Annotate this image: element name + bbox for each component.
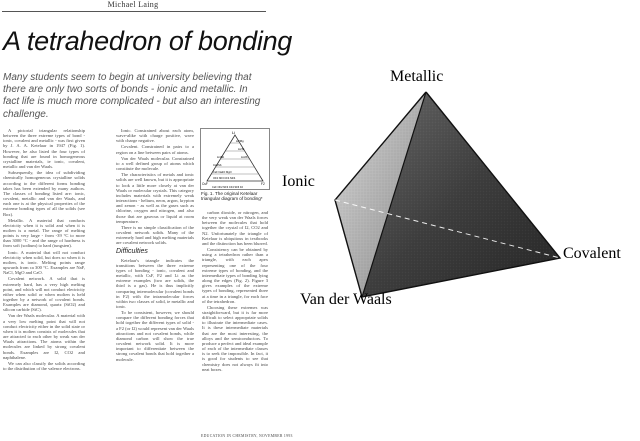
vertex-label-covalent: Covalent bbox=[563, 245, 621, 262]
section-heading: Difficulties bbox=[116, 248, 148, 256]
bonding-tetrahedron bbox=[268, 0, 640, 441]
face-texture bbox=[335, 92, 560, 297]
article-title: A tetrahedron of bonding bbox=[3, 26, 293, 56]
paragraph: carbon dioxide, or nitrogen, and the very weak van der Waals forces between the molecules that hold together the crystal of I2, CO2 and N2. Unfortunately the triangle of Ketelaar is ubiquitous in textbooks and the distinction has been blurred. bbox=[202, 210, 268, 246]
fig-row-label: Li2Mg bbox=[236, 139, 244, 143]
author-name: Michael Laing bbox=[107, 0, 159, 9]
vertex-label-ionic: Ionic bbox=[282, 173, 315, 190]
ketelaar-triangle-figure bbox=[200, 128, 270, 190]
fig-base-label: CsF OF2 NF3 CF4 SF6 F2 bbox=[212, 186, 243, 189]
fig-row-label: OF2 NF3 CF4 SiF4 bbox=[213, 177, 236, 180]
paragraph: A pictorial triangular relationship between the three extreme types of bond - ionic, covalent and metallic - was first given by J. A. A. Ketelaar in 1947 (Fig. 1). However, he also listed the four types of bonding that are found in homogeneous crystalline materials, ie ionic, covalent, metallic and van der Waals. bbox=[3, 128, 85, 170]
tetrahedron-drawing bbox=[268, 0, 640, 441]
paragraph: Covalent. Constrained in pairs to a region on a line between pairs of atoms. bbox=[116, 144, 194, 155]
article-standfirst: Many students seem to begin at university believing that there are only two sorts of bonds - ionic and metallic. In fact life is much more complicated - but also an interesting challenge. bbox=[3, 72, 261, 120]
header-rule bbox=[2, 11, 266, 12]
fig-row-label: Li2Si bbox=[238, 147, 245, 151]
ketelaar-triangle-diagram bbox=[201, 129, 269, 189]
vertex-label-metallic: Metallic bbox=[390, 68, 444, 85]
paragraph: We can also classify the solids according to the distribution of the valence electrons. bbox=[3, 360, 85, 372]
fig-row-label: Li4Sb bbox=[217, 155, 225, 159]
body-column-1 bbox=[3, 128, 85, 434]
vertex-label-van-der-waals: Van der Waals bbox=[300, 291, 392, 308]
paragraph: Subsequently, the idea of subdividing chemically homogeneous crystalline solids according to the different forms bonding takes has been extended by many authors. The classes of bonding listed are: ionic, covalent, metallic and van der Waals, and each one is at the physical properties of the extreme bonding types of all the solids (see Box). bbox=[3, 170, 85, 217]
paragraph: Covalent network. A solid that is extremely hard, has a very high melting point, and which will not conduct electricity either when solid or when molten is held together by a network of covalent bonds. Examples are diamond, quartz (SiO2) and silicon carbide (SiC). bbox=[3, 276, 85, 313]
figure-caption: Fig. 1. The original Ketelaar triangular diagram of bonding* bbox=[201, 191, 263, 202]
paragraph: Ionic. A material that will not conduct electricity when solid, but does so when it is molten, is ionic. Melting points range upwards from ca 300 °C. Examples are NaF, NaCl, MgO and CaO. bbox=[3, 249, 85, 276]
paragraph: The characteristics of metals and ionic solids are well known, but it is appropriate to look a little more closely at van der Waals or molecular crystals. This category includes materials with extremely weak interactions - helium, neon, argon, krypton and xenon - as well as the gases such as chlorine, oxygen and nitrogen, and also those that are gaseous or liquid at room temperature. bbox=[116, 172, 194, 224]
fig-row-label: Cs3Sb bbox=[213, 163, 222, 167]
paragraph: Metallic. A material that conducts electricity when it is solid and when it is molten is a metal. The range of melting points is very large - from -39 °C to more than 3000 °C - and the range of hardness is from soft (sodium) to hard (tungsten). bbox=[3, 217, 85, 249]
fig-row-label: LiAlS bbox=[241, 155, 248, 159]
fig-left-label: CsF bbox=[202, 182, 208, 186]
fig-row-label: CsF Na2O MgO bbox=[213, 171, 232, 174]
paragraph: Ketelaar's triangle indicates the transitions between the three extreme types of bonding - ionic, covalent and metallic, with CsF, F2 and Li as the extreme examples (two are solids, the third is a gas). He is thus implicitly comparing intermolecular (covalent bonds in F2) with the intramolecular forces within two classes of solid, ie metallic and ionic. bbox=[116, 257, 194, 309]
paragraph: Van der Waals molecular. Constrained to a well defined group of atoms which constitute the molecule. bbox=[116, 155, 194, 172]
paragraph: Ionic. Constrained about each atom, wave-alike with charge positive, wave with charge negative. bbox=[116, 128, 194, 144]
fig-right-label: F2 bbox=[261, 182, 265, 186]
paragraph: To be consistent, however, we should compare the different bonding forces that hold together the different types of solid - a F2 (or I2) would represent van der Waals attractions and not covalent bonds, while diamond carbon will show the true covalent network solid. It is more important to differentiate between the strong covalent bonds that hold together a molecule. bbox=[116, 310, 194, 362]
paragraph: Choosing these extremes was straightforward, but it is far more difficult to select appropriate solids to illustrate the intermediate cases. It is these intermediate materials that are the most interesting, the alloys and the semiconductors. To produce a perfect and ideal example of each of the intermediate classes is to seek the impossible. In fact, it is good for students to see that chemistry does not always fit into neat boxes. bbox=[202, 304, 268, 372]
paragraph: Van der Waals molecular. A material with a very low melting point that will not conduct electricity either in the solid state or when it is molten consists of molecules that are attracted to each other by weak van der Waals attractions. The atoms within the molecules are linked by strong covalent bonds. Examples are I2, CO2 and naphthalene. bbox=[3, 313, 85, 360]
body-column-3 bbox=[202, 210, 268, 434]
body-column-2 bbox=[116, 128, 194, 434]
paragraph: Consistency can be obtained by using a tetrahedron rather than a triangle, with each apex representing one of the four extreme types of bonding, and the intermediate types of bonding lying along the edges (Fig. 2). Figure 3 gives examples of the extreme types of bonding, represented three at a time in a triangle, for each face of the tetrahedron. bbox=[202, 247, 268, 304]
fig-apex-label: Li bbox=[232, 130, 236, 135]
paragraph: There is no simple classification of the covalent network solids. Many of the extremely hard and high melting materials are covalent network solids. bbox=[116, 224, 194, 246]
page-footer: EDUCATION IN CHEMISTRY, NOVEMBER 1993 bbox=[201, 434, 293, 438]
